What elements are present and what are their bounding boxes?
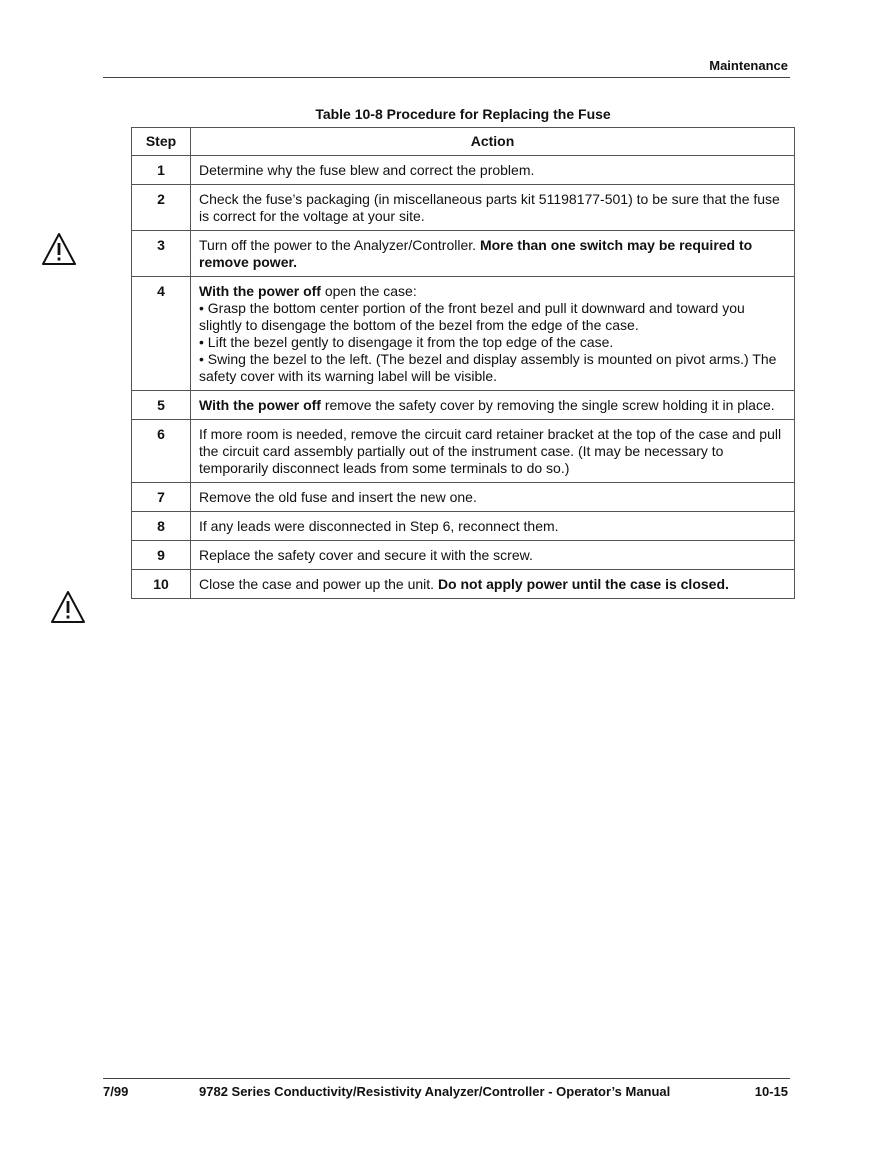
footer-rule: [103, 1078, 790, 1079]
table-row: [132, 391, 795, 420]
action-cell: [191, 277, 795, 391]
step-number: 4: [132, 277, 191, 391]
action-text: If more room is needed, remove the circuit card retainer bracket at the top of the case and pull the circuit card assembly partially out of the instrument case. (It may be necessary to temporarily disconnect leads from some terminals to do so.): [199, 426, 782, 476]
table-header-row: [132, 128, 795, 156]
action-text: Close the case and power up the unit.: [199, 576, 438, 592]
action-text: Replace the safety cover and secure it with the screw.: [199, 547, 533, 563]
step-number: 2: [132, 185, 191, 231]
footer-manual-title: 9782 Series Conductivity/Resistivity Analyzer/Controller - Operator’s Manual: [199, 1084, 671, 1099]
table-row: [132, 512, 795, 541]
table-row: [132, 541, 795, 570]
action-cell: [191, 420, 795, 483]
action-cell: [191, 156, 795, 185]
warning-triangle-icon: [50, 590, 86, 624]
table-row: [132, 483, 795, 512]
bullet-glyph: •: [199, 351, 208, 367]
action-cell: [191, 541, 795, 570]
step-number: 9: [132, 541, 191, 570]
action-text: Turn off the power to the Analyzer/Controller.: [199, 237, 480, 253]
footer-page-number: 10-15: [754, 1084, 788, 1099]
action-cell: [191, 231, 795, 277]
table-title: Table 10-8 Procedure for Replacing the Fuse: [315, 106, 611, 122]
bullet-item: Lift the bezel gently to disengage it from the top edge of the case.: [207, 334, 614, 350]
table-row: [132, 156, 795, 185]
table-row: [132, 231, 795, 277]
step-column-header: Step: [132, 128, 191, 156]
step-number: 1: [132, 156, 191, 185]
action-text: Remove the old fuse and insert the new one.: [199, 489, 477, 505]
action-warning-text: More than one switch may be required to remove power.: [199, 237, 753, 270]
action-text: If any leads were disconnected in Step 6, reconnect them.: [199, 518, 559, 534]
bullet-glyph: •: [199, 300, 208, 316]
action-cell: [191, 185, 795, 231]
bullet-glyph: •: [199, 334, 208, 350]
action-column-header: Action: [191, 128, 795, 156]
table-row: [132, 277, 795, 391]
step-number: 3: [132, 231, 191, 277]
table-row: [132, 420, 795, 483]
action-cell: [191, 570, 795, 599]
footer-date: 7/99: [103, 1084, 129, 1099]
action-emphasis: With the power off: [199, 283, 321, 299]
action-emphasis: With the power off: [199, 397, 321, 413]
step-number: 8: [132, 512, 191, 541]
step-number: 6: [132, 420, 191, 483]
action-text: open the case:: [320, 283, 417, 299]
table-row: [132, 570, 795, 599]
action-warning-text: Do not apply power until the case is closed.: [437, 576, 729, 592]
header-rule: [103, 77, 790, 78]
bullet-item: Grasp the bottom center portion of the front bezel and pull it downward and toward you slightly to disengage the bottom of the bezel from the edge of the case.: [199, 300, 745, 333]
procedure-table: [131, 127, 795, 599]
warning-triangle-icon: [41, 232, 77, 266]
action-cell: [191, 512, 795, 541]
action-text: Check the fuse’s packaging (in miscellaneous parts kit 51198177-501) to be sure that the fuse is correct for the voltage at your site.: [199, 191, 780, 224]
step-number: 10: [132, 570, 191, 599]
running-header: Maintenance: [709, 58, 788, 73]
table-row: [132, 185, 795, 231]
step-number: 7: [132, 483, 191, 512]
action-text: remove the safety cover by removing the single screw holding it in place.: [320, 397, 775, 413]
action-text: Determine why the fuse blew and correct the problem.: [199, 162, 535, 178]
bullet-item: Swing the bezel to the left. (The bezel and display assembly is mounted on pivot arms.) The safety cover with its warning label will be visible.: [199, 351, 777, 384]
action-cell: [191, 391, 795, 420]
step-number: 5: [132, 391, 191, 420]
action-cell: [191, 483, 795, 512]
